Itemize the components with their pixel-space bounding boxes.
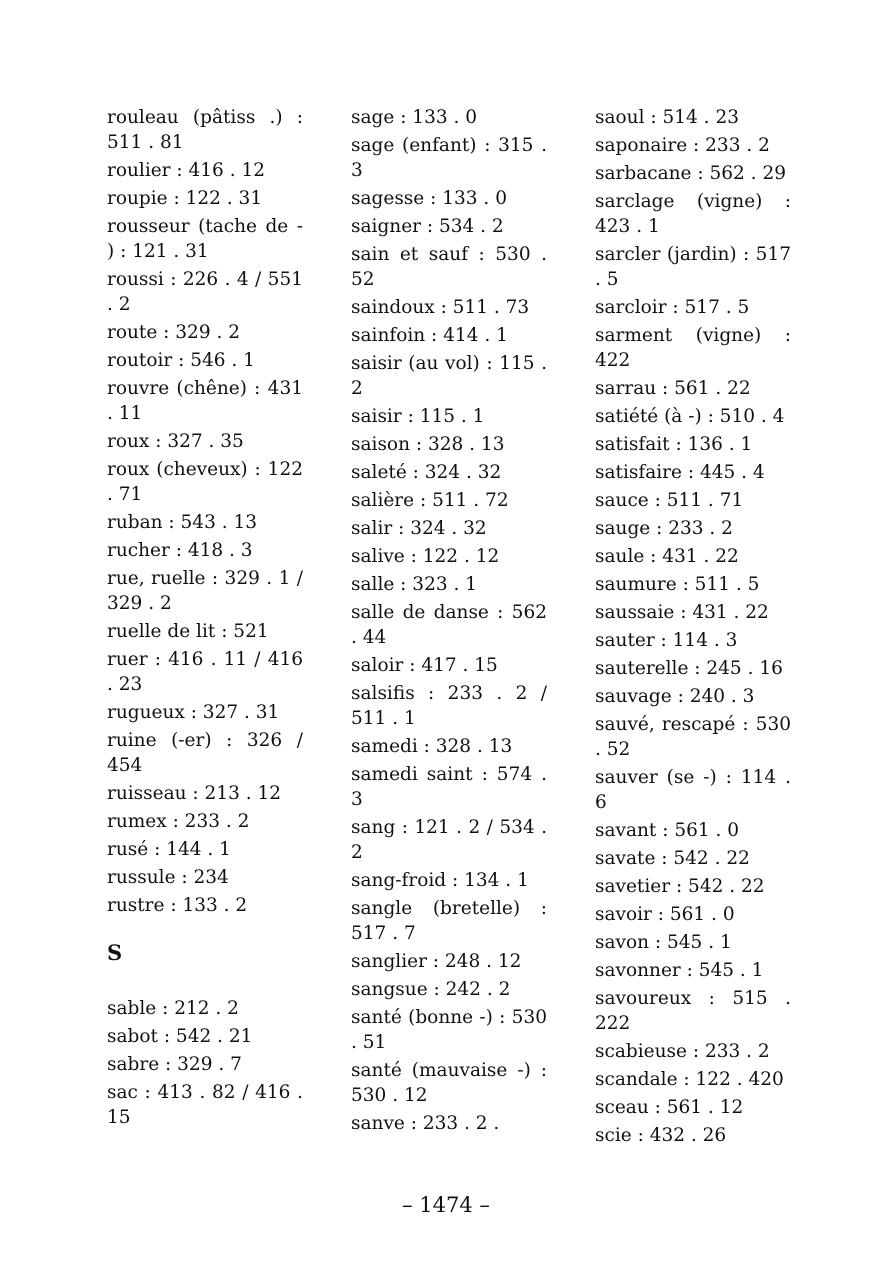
index-entry: roupie : 122 . 31 [107,188,263,209]
index-entry: savetier : 542 . 22 [595,876,765,897]
index-entry: saison : 328 . 13 [351,434,505,455]
index-entry: sauvage : 240 . 3 [595,686,755,707]
index-entry: samedi saint : 574 . 3 [351,764,547,810]
index-entry: saponaire : 233 . 2 [595,135,770,156]
index-entry: saule : 431 . 22 [595,546,739,567]
index-entry: sangsue : 242 . 2 [351,979,511,1000]
index-entry: roux : 327 . 35 [107,431,244,452]
index-entry: ruelle de lit : 521 [107,621,269,642]
index-entry: santé (mauvaise -) : 530 . 12 [351,1060,547,1106]
index-entry: sanglier : 248 . 12 [351,951,522,972]
index-entry: sarcler (jardin) : 517 . 5 [595,244,791,290]
index-entry: saumure : 511 . 5 [595,574,760,595]
entries-r [107,105,303,918]
index-entry: salsifis : 233 . 2 / 511 . 1 [351,683,547,729]
index-entry: savoir : 561 . 0 [595,904,735,925]
index-entry: samedi : 328 . 13 [351,736,513,757]
index-entry: sang-froid : 134 . 1 [351,870,529,891]
index-entry: sain et sauf : 530 . 52 [351,244,547,290]
index-entry: savant : 561 . 0 [595,820,740,841]
index-entry: saussaie : 431 . 22 [595,602,769,623]
index-entry: sage (enfant) : 315 . 3 [351,135,547,181]
page-number: – 1474 – [402,1193,490,1217]
index-entry: rouleau (pâtiss .) : 511 . 81 [107,107,303,153]
index-entry: sauce : 511 . 71 [595,490,744,511]
index-entry: saindoux : 511 . 73 [351,297,530,318]
index-entry: saloir : 417 . 15 [351,655,498,676]
index-entry: salière : 511 . 72 [351,490,509,511]
index-entry: sabot : 542 . 21 [107,1026,253,1047]
index-entry: savon : 545 . 1 [595,932,732,953]
index-entry: saigner : 534 . 2 [351,216,504,237]
index-entry: saleté : 324 . 32 [351,462,502,483]
index-column-3 [595,105,791,1151]
index-entry: salle de danse : 562 . 44 [351,602,547,648]
index-entry: sarcloir : 517 . 5 [595,297,750,318]
index-entry: scie : 432 . 26 [595,1125,727,1146]
index-entry: sagesse : 133 . 0 [351,188,507,209]
index-entry: sabre : 329 . 7 [107,1054,242,1075]
index-entry: salle : 323 . 1 [351,574,478,595]
index-entry: scabieuse : 233 . 2 [595,1041,770,1062]
index-entry: ruisseau : 213 . 12 [107,783,282,804]
index-entry: satisfait : 136 . 1 [595,434,753,455]
index-entry: salir : 324 . 32 [351,518,487,539]
index-entry: route : 329 . 2 [107,322,240,343]
index-entry: rugueux : 327 . 31 [107,702,280,723]
index-entry: sang : 121 . 2 / 534 . 2 [351,817,547,863]
index-entry: rusé : 144 . 1 [107,839,231,860]
index-entry: rucher : 418 . 3 [107,540,253,561]
index-entry: russule : 234 [107,867,229,888]
index-entry: routoir : 546 . 1 [107,350,255,371]
index-entry: sanve : 233 . 2 . [351,1113,500,1134]
index-entry: rumex : 233 . 2 [107,811,250,832]
index-entry: sainfoin : 414 . 1 [351,325,508,346]
index-entry: sauterelle : 245 . 16 [595,658,783,679]
index-entry: saisir : 115 . 1 [351,406,485,427]
index-column-2 [351,105,547,1139]
index-entry: sceau : 561 . 12 [595,1097,744,1118]
index-entry: sarclage (vigne) : 423 . 1 [595,191,791,237]
index-entry: sangle (bretelle) : 517 . 7 [351,898,547,944]
index-entry: sarrau : 561 . 22 [595,378,751,399]
index-entry: sauvé, rescapé : 530 . 52 [595,714,791,760]
index-entry: sarment (vigne) : 422 [595,325,791,371]
index-entry: savate : 542 . 22 [595,848,750,869]
index-entry: santé (bonne -) : 530 . 51 [351,1007,547,1053]
index-entry: saoul : 514 . 23 [595,107,739,128]
index-entry: rousseur (tache de - ) : 121 . 31 [107,216,303,262]
index-column-1 [107,105,303,1133]
index-entry: satiété (à -) : 510 . 4 [595,406,785,427]
index-entry: sauver (se -) : 114 . 6 [595,767,791,813]
index-entry: saisir (au vol) : 115 . 2 [351,353,547,399]
index-entry: sac : 413 . 82 / 416 . 15 [107,1082,303,1128]
index-entry: roulier : 416 . 12 [107,160,266,181]
index-entry: sable : 212 . 2 [107,998,239,1019]
index-entry: ruban : 543 . 13 [107,512,258,533]
index-entry: salive : 122 . 12 [351,546,500,567]
index-entry: ruer : 416 . 11 / 416 . 23 [107,649,303,695]
index-entry: rouvre (chêne) : 431 . 11 [107,378,303,424]
index-entry: rue, ruelle : 329 . 1 / 329 . 2 [107,568,303,614]
index-entry: rustre : 133 . 2 [107,895,248,916]
section-letter-heading: S [107,940,123,965]
index-entry: sauter : 114 . 3 [595,630,738,651]
index-entry: roussi : 226 . 4 / 551 . 2 [107,269,303,315]
index-entry: ruine (-er) : 326 / 454 [107,730,303,776]
index-entry: sauge : 233 . 2 [595,518,733,539]
index-entry: scandale : 122 . 420 [595,1069,784,1090]
index-entry: savoureux : 515 . 222 [595,988,791,1034]
index-entry: savonner : 545 . 1 [595,960,764,981]
entries-s [107,996,303,1130]
index-entry: sarbacane : 562 . 29 [595,163,786,184]
index-entry: roux (cheveux) : 122 . 71 [107,459,303,505]
index-entry: satisfaire : 445 . 4 [595,462,765,483]
index-entry: sage : 133 . 0 [351,107,478,128]
